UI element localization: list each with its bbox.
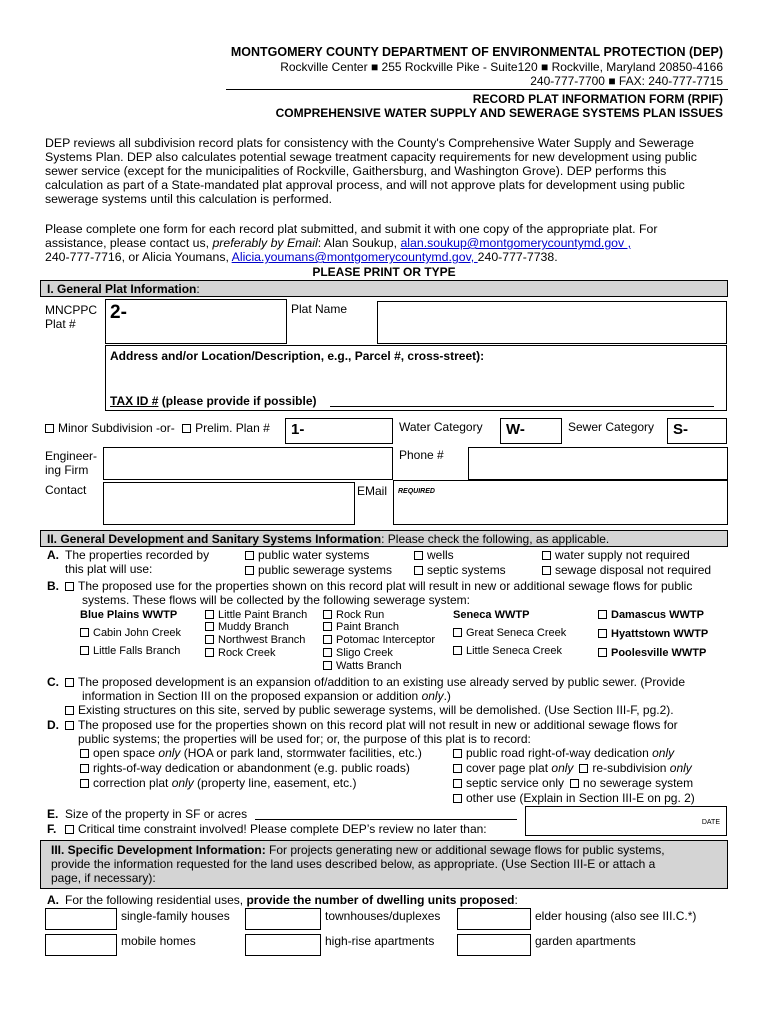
- option-label: no sewerage system: [583, 776, 694, 790]
- item-c-text-2: [82, 689, 451, 703]
- print-note: PLEASE PRINT OR TYPE: [312, 265, 456, 279]
- checkbox[interactable]: [65, 582, 74, 591]
- address-part-2: 255 Rockville Pike - Suite120: [381, 60, 538, 74]
- basin-label: Muddy Branch: [218, 621, 289, 633]
- basin-label: Northwest Branch: [218, 634, 306, 646]
- high-rise-label: high-rise apartments: [325, 934, 435, 948]
- header-rule: [226, 89, 728, 90]
- item-f-label-text: Critical time constraint involved! Please complete DEP’s review no later than:: [78, 822, 487, 836]
- section-1-title: I. General Plat Information: [47, 282, 197, 296]
- fax-number: FAX: 240-777-7715: [618, 74, 723, 88]
- water-category-prefix: W-: [506, 421, 525, 438]
- prelim-plan-label: Prelim. Plan #: [195, 421, 270, 435]
- checkbox[interactable]: [579, 764, 588, 773]
- checkbox[interactable]: [182, 424, 191, 433]
- option-cover-page[interactable]: [453, 761, 692, 775]
- bullet-icon: ■: [608, 74, 616, 88]
- option-label: (HOA or park land, stormwater facilities, etc.): [180, 746, 422, 760]
- checkbox[interactable]: [205, 622, 214, 631]
- garden-apartments-label: garden apartments: [535, 934, 636, 948]
- engineering-firm-label: [45, 449, 97, 477]
- intro-line-2: [45, 236, 631, 250]
- option-label: water supply not required: [555, 548, 690, 562]
- intro-line-3: [45, 250, 558, 264]
- item-3a-label: A.: [47, 893, 59, 907]
- plat-name-label: Plat Name: [291, 302, 348, 316]
- option-emphasis: only: [669, 761, 692, 775]
- item-d-text-2: public systems; the properties will be used for; or, the purpose of this plat is to record:: [78, 732, 531, 746]
- option-label: wells: [427, 548, 454, 562]
- option-emphasis: only: [652, 746, 675, 760]
- sewer-category-label: Sewer Category: [568, 420, 655, 434]
- option-emphasis: only: [171, 776, 194, 790]
- checkbox[interactable]: [453, 646, 462, 655]
- option-label: public sewerage systems: [258, 563, 393, 577]
- form-subtitle: COMPREHENSIVE WATER SUPPLY AND SEWERAGE SYSTEMS PLAN ISSUES: [275, 106, 723, 120]
- option-public-sewer[interactable]: [245, 563, 392, 577]
- section-2-note: : Please check the following, as applicable.: [381, 532, 610, 546]
- plant-damascus[interactable]: [598, 609, 704, 621]
- checkbox[interactable]: [323, 648, 332, 657]
- water-category-label: Water Category: [399, 420, 483, 434]
- option-emphasis: only: [551, 761, 574, 775]
- checkbox[interactable]: [453, 779, 462, 788]
- checkbox[interactable]: [598, 648, 607, 657]
- option-label: re-subdivision: [592, 761, 670, 775]
- sewer-category-prefix: S-: [673, 421, 688, 438]
- item-d-text-1: [65, 718, 678, 732]
- date-field[interactable]: [525, 806, 727, 836]
- mncppc-label: [45, 303, 97, 331]
- single-family-field[interactable]: [45, 908, 117, 930]
- option-label: open space: [93, 746, 159, 760]
- option-water-not-required[interactable]: [542, 548, 690, 562]
- agency-address: [280, 60, 723, 74]
- section-2-title: II. General Development and Sanitary Systems Information: [47, 532, 382, 546]
- mobile-homes-field[interactable]: [45, 934, 117, 956]
- basin-potomac[interactable]: [323, 634, 435, 646]
- single-family-label: single-family houses: [121, 909, 230, 923]
- checkbox[interactable]: [205, 635, 214, 644]
- item-3a-text-1: For the following residential uses,: [65, 893, 247, 907]
- tax-id-label: [110, 394, 317, 408]
- item-3a-text: [65, 893, 518, 907]
- checkbox[interactable]: [65, 706, 74, 715]
- option-label: other use (Explain in Section III-E on pg. 2): [466, 791, 695, 805]
- section-3-header: [40, 840, 728, 889]
- basin-label: Watts Branch: [336, 660, 402, 672]
- option-label: (property line, easement, etc.): [193, 776, 357, 790]
- plant-label: Hyattstown WWTP: [611, 628, 709, 640]
- item-c-text: .): [443, 689, 451, 703]
- email-label: EMail: [357, 484, 388, 498]
- prelim-plan-field[interactable]: [285, 418, 393, 444]
- item-c-text: The proposed development is an expansion of/addition to an existing use already served by public sewer. (Provide: [78, 675, 686, 689]
- email-field[interactable]: [393, 480, 728, 525]
- plant-label: Damascus WWTP: [611, 609, 704, 621]
- tax-id-note: (please provide if possible): [158, 394, 317, 408]
- seneca-label: Seneca WWTP: [453, 609, 530, 621]
- checkbox[interactable]: [570, 779, 579, 788]
- property-size-field[interactable]: [255, 819, 517, 820]
- item-3a-text-2: :: [514, 893, 518, 907]
- item-b-text-2: systems. These flows will be collected by the following sewerage system:: [82, 593, 470, 607]
- section-2-header: [40, 530, 728, 547]
- item-3a-text-bold: provide the number of dwelling units proposed: [246, 893, 515, 907]
- option-septic-service[interactable]: [453, 776, 693, 790]
- item-b-label: B.: [47, 579, 59, 593]
- intro-paragraph-1: DEP reviews all subdivision record plats for consistency with the County's Comprehensive Water Supply and Sewerage Systems Plan. DEP also calculates potential sewage treatment capacity requirements for new development using public sewer service (except for the municipalities of Rockville, Gaithersburg, and Washington Grove). DEP performs this calculation as part of a State-mandated plat approval process, and will not approve plats for development using public sewerage systems until this calculation is performed.: [45, 136, 697, 206]
- townhouses-field[interactable]: [245, 908, 321, 930]
- minor-subdivision-label: Minor Subdivision -or-: [58, 421, 175, 435]
- plant-hyattstown[interactable]: [598, 628, 708, 640]
- option-label: septic systems: [427, 563, 506, 577]
- checkbox[interactable]: [453, 794, 462, 803]
- checkbox[interactable]: [45, 424, 54, 433]
- option-label: public water systems: [258, 548, 370, 562]
- basin-label: Great Seneca Creek: [466, 627, 567, 639]
- basin-muddy[interactable]: [205, 621, 289, 633]
- tax-id-line: [330, 406, 714, 407]
- elder-housing-label: elder housing (also see III.C.*): [535, 909, 697, 923]
- water-category-field[interactable]: [500, 418, 562, 444]
- checkbox[interactable]: [414, 566, 423, 575]
- basin-great-seneca[interactable]: [453, 627, 566, 639]
- address-label: Address and/or Location/Description, e.g., Parcel #, cross-street):: [110, 349, 485, 363]
- section-3-line-3: page, if necessary):: [51, 871, 156, 885]
- basin-label: Little Seneca Creek: [466, 645, 562, 657]
- checkbox[interactable]: [323, 622, 332, 631]
- basin-watts[interactable]: [323, 660, 402, 672]
- option-label: septic service only: [466, 776, 565, 790]
- section-1-colon: :: [196, 282, 200, 296]
- form-title: RECORD PLAT INFORMATION FORM (RPIF): [472, 92, 723, 106]
- intro-text: : Alan Soukup,: [317, 236, 401, 250]
- option-label: sewage disposal not required: [555, 563, 712, 577]
- item-b-text-1: [65, 579, 692, 593]
- option-label: public road right-of-way dedication: [466, 746, 653, 760]
- basin-little-seneca[interactable]: [453, 645, 562, 657]
- plat-number-prefix: 2-: [110, 302, 127, 323]
- engineering-firm-label-line-2: ing Firm: [45, 463, 89, 477]
- item-a-text-1: The properties recorded by: [65, 548, 210, 562]
- garden-apartments-field[interactable]: [457, 934, 531, 956]
- email-link-soukup[interactable]: alan.soukup@montgomerycountymd.gov ,: [400, 236, 631, 250]
- checkbox[interactable]: [453, 749, 462, 758]
- checkbox[interactable]: [323, 610, 332, 619]
- mobile-homes-label: mobile homes: [121, 934, 196, 948]
- mncppc-label-line-2: Plat #: [45, 317, 76, 331]
- section-3-note: For projects generating new or additional sewage flows for public systems,: [265, 843, 665, 857]
- item-b-text: The proposed use for the properties shown on this record plat will result in new or additional sewage flows for public: [78, 579, 693, 593]
- item-a-text-2: this plat will use:: [65, 562, 153, 576]
- mncppc-label-line-1: MNCPPC: [45, 303, 98, 317]
- phone-label: Phone #: [399, 448, 444, 462]
- checkbox[interactable]: [65, 825, 74, 834]
- checkbox[interactable]: [80, 628, 89, 637]
- checkbox[interactable]: [323, 635, 332, 644]
- intro-text: 240-777-7738.: [477, 250, 558, 264]
- option-open-space[interactable]: [80, 746, 422, 760]
- basin-rock-run[interactable]: [323, 609, 384, 621]
- basin-label: Potomac Interceptor: [336, 634, 436, 646]
- high-rise-field[interactable]: [245, 934, 321, 956]
- address-part-1: Rockville Center: [280, 60, 368, 74]
- item-e-text: Size of the property in SF or acres: [65, 807, 248, 821]
- basin-cabin-john[interactable]: [80, 627, 181, 639]
- checkbox[interactable]: [598, 629, 607, 638]
- checkbox[interactable]: [80, 779, 89, 788]
- basin-label: Rock Creek: [218, 647, 276, 659]
- plant-poolesville[interactable]: [598, 647, 706, 659]
- townhouses-label: townhouses/duplexes: [325, 909, 441, 923]
- checkbox[interactable]: [80, 646, 89, 655]
- intro-line-1: Please complete one form for each record plat submitted, and submit it with one copy of the appropriate plat. For: [45, 222, 658, 236]
- option-label: correction plat: [93, 776, 172, 790]
- item-c-text-3: [65, 703, 674, 717]
- address-part-3: Rockville, Maryland 20850-4166: [551, 60, 723, 74]
- email-link-youmans[interactable]: Alicia.youmans@montgomerycountymd.gov,: [231, 250, 478, 264]
- address-field[interactable]: [105, 345, 727, 411]
- checkbox[interactable]: [453, 628, 462, 637]
- checkbox[interactable]: [205, 648, 214, 657]
- option-wells[interactable]: [414, 548, 454, 562]
- phone-field[interactable]: [468, 447, 728, 480]
- date-label: DATE: [701, 819, 720, 826]
- basin-label: Paint Branch: [336, 621, 399, 633]
- section-3-line-2: provide the information requested for the land uses described below, as appropriate. (Use Section III-E or attach a: [51, 857, 656, 871]
- plant-label: Poolesville WWTP: [611, 647, 707, 659]
- option-emphasis: only: [158, 746, 181, 760]
- minor-subdivision-option[interactable]: [45, 421, 270, 435]
- checkbox[interactable]: [245, 566, 254, 575]
- basin-little-paint[interactable]: [205, 609, 307, 621]
- checkbox[interactable]: [598, 610, 607, 619]
- basin-rock-creek[interactable]: [205, 647, 275, 659]
- item-d-label: D.: [47, 718, 59, 732]
- engineering-firm-label-line-1: Engineer-: [45, 449, 98, 463]
- intro-text: 240-777-7716, or Alicia Youmans,: [45, 250, 232, 264]
- checkbox[interactable]: [542, 551, 551, 560]
- item-e-label: E.: [47, 807, 59, 821]
- option-label: rights-of-way dedication or abandonment (e.g. public roads): [93, 761, 410, 775]
- option-septic[interactable]: [414, 563, 506, 577]
- intro-text: assistance, please contact us,: [45, 236, 213, 250]
- agency-phone: [530, 74, 723, 88]
- item-f-text: [65, 822, 487, 836]
- engineering-firm-field[interactable]: [103, 447, 393, 480]
- section-3-title: III. Specific Development Information:: [51, 843, 266, 857]
- intro-emphasis: preferably by Email: [212, 236, 318, 250]
- contact-field[interactable]: [103, 482, 355, 525]
- item-c-emphasis: only: [421, 689, 444, 703]
- option-public-road[interactable]: [453, 746, 674, 760]
- basin-label: Cabin John Creek: [93, 627, 182, 639]
- item-c-text: information in Section III on the proposed expansion or addition: [82, 689, 422, 703]
- basin-label: Little Paint Branch: [218, 609, 308, 621]
- option-sewage-not-required[interactable]: [542, 563, 711, 577]
- basin-sligo[interactable]: [323, 647, 393, 659]
- checkbox[interactable]: [323, 661, 332, 670]
- basin-paint-branch[interactable]: [323, 621, 399, 633]
- checkbox[interactable]: [65, 721, 74, 730]
- checkbox[interactable]: [80, 749, 89, 758]
- section-3-line-1: [51, 843, 717, 857]
- section-1-header: [40, 280, 728, 297]
- option-other-use[interactable]: [453, 791, 695, 805]
- item-c-label: C.: [47, 675, 59, 689]
- option-correction-plat[interactable]: [80, 776, 356, 790]
- bullet-icon: ■: [370, 60, 379, 74]
- item-d-text: The proposed use for the properties shown on this record plat will not result in new or additional sewage flows for: [78, 718, 678, 732]
- item-f-label: F.: [47, 822, 57, 836]
- prelim-plan-prefix: 1-: [291, 421, 305, 438]
- item-a-label: A.: [47, 548, 59, 562]
- sewer-category-field[interactable]: [667, 418, 727, 444]
- basin-little-falls[interactable]: [80, 645, 180, 657]
- checkbox[interactable]: [205, 610, 214, 619]
- bullet-icon: ■: [540, 60, 549, 74]
- basin-label: Sligo Creek: [336, 647, 393, 659]
- option-row-dedication[interactable]: [80, 761, 410, 775]
- checkbox[interactable]: [414, 551, 423, 560]
- checkbox[interactable]: [65, 678, 74, 687]
- basin-northwest[interactable]: [205, 634, 305, 646]
- phone-number: 240-777-7700: [530, 74, 605, 88]
- option-public-water[interactable]: [245, 548, 369, 562]
- basin-label: Little Falls Branch: [93, 645, 181, 657]
- blue-plains-label: Blue Plains WWTP: [80, 609, 178, 621]
- plat-number-field[interactable]: [105, 299, 287, 344]
- plat-name-field[interactable]: [377, 301, 727, 344]
- elder-housing-field[interactable]: [457, 908, 531, 930]
- item-c-text: Existing structures on this site, served by public sewerage systems, will be demolished. (Use Section III-F, pg.2).: [78, 703, 674, 717]
- agency-title: MONTGOMERY COUNTY DEPARTMENT OF ENVIRONMENTAL PROTECTION (DEP): [230, 45, 723, 59]
- tax-id-label-text: TAX ID #: [110, 394, 159, 408]
- option-label: cover page plat: [466, 761, 552, 775]
- checkbox[interactable]: [542, 566, 551, 575]
- contact-label: Contact: [45, 483, 87, 497]
- checkbox[interactable]: [80, 764, 89, 773]
- checkbox[interactable]: [453, 764, 462, 773]
- item-c-text-1: [65, 675, 685, 689]
- basin-label: Rock Run: [336, 609, 385, 621]
- checkbox[interactable]: [245, 551, 254, 560]
- required-note: REQUIRED: [398, 488, 435, 495]
